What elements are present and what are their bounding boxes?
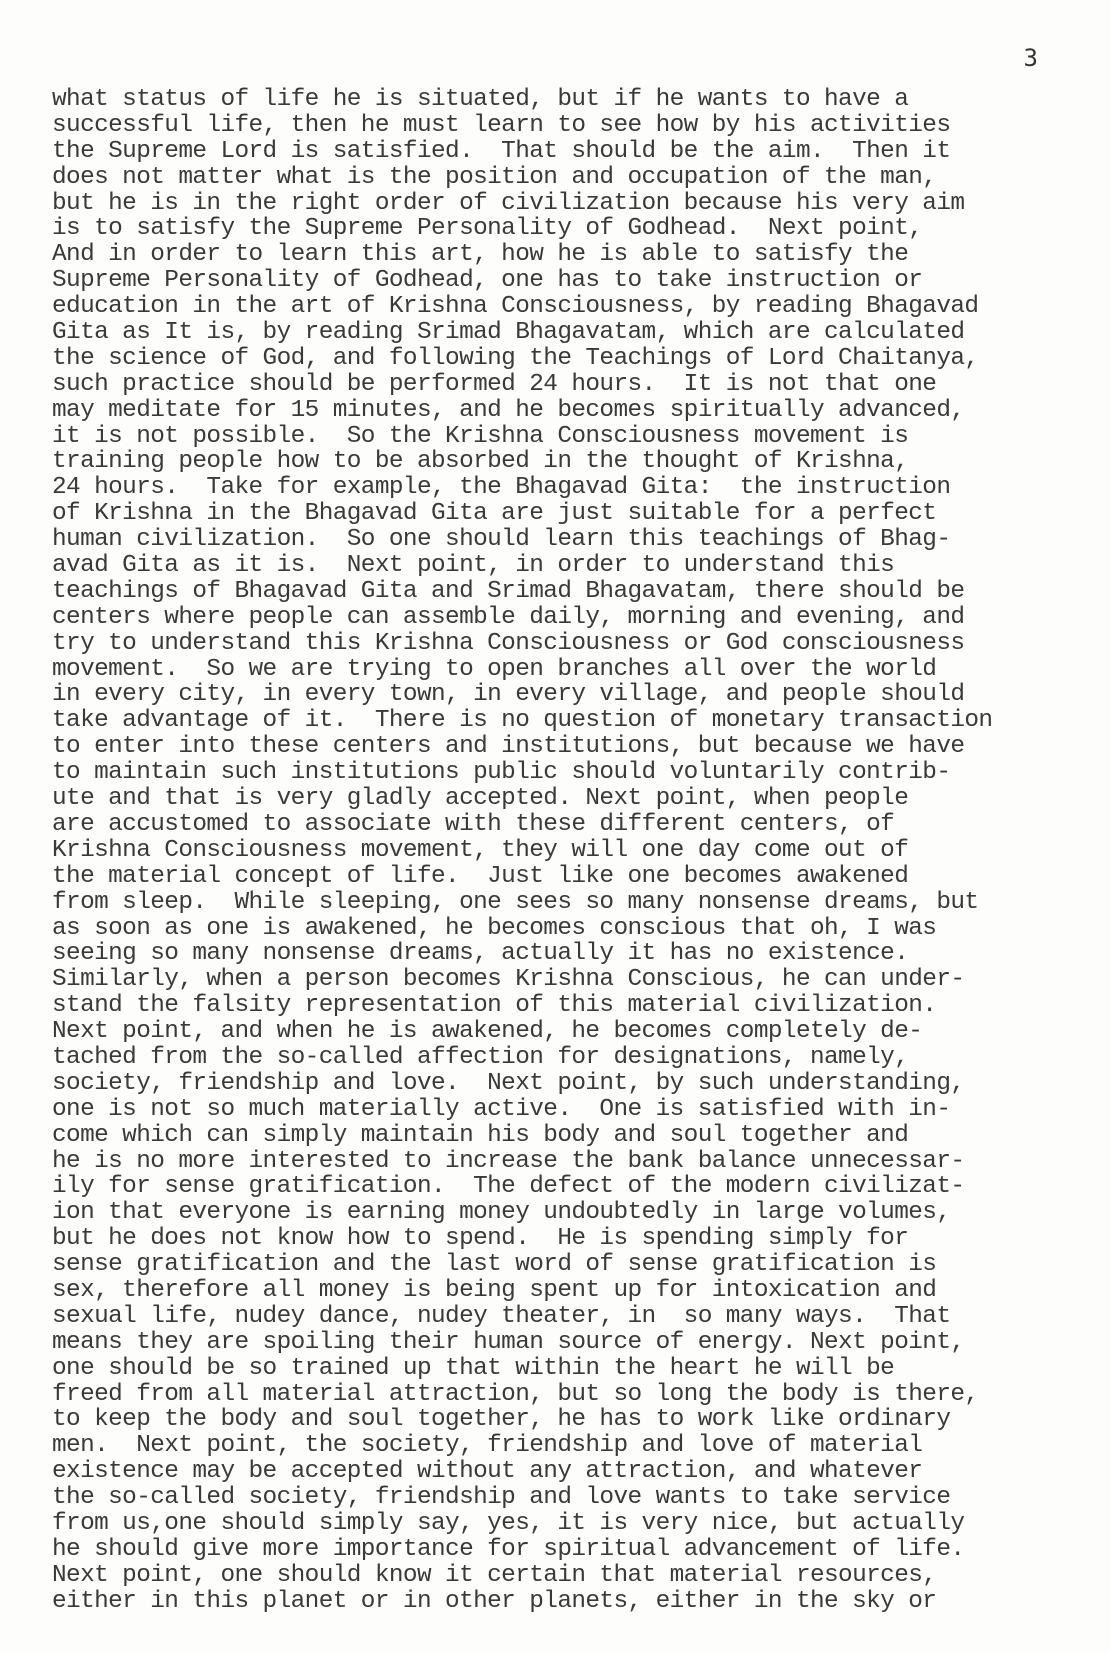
text-line: from sleep. While sleeping, one sees so many nonsense dreams, but <box>52 888 979 916</box>
text-line: from us,one should simply say, yes, it is very nice, but actually <box>52 1509 965 1537</box>
text-line: the so-called society, friendship and love wants to take service <box>52 1484 951 1512</box>
text-line: to maintain such institutions public should voluntarily contrib- <box>52 759 951 787</box>
text-line: men. Next point, the society, friendship and love of material <box>52 1432 923 1460</box>
text-line: sense gratification and the last word of sense gratification is <box>52 1251 937 1279</box>
text-line: but he does not know how to spend. He is spending simply for <box>52 1225 909 1253</box>
text-line: he is no more interested to increase the bank balance unnecessar- <box>52 1147 965 1175</box>
text-line: Krishna Consciousness movement, they will one day come out of <box>52 836 909 864</box>
text-line: sexual life, nudey dance, nudey theater, in so many ways. That <box>52 1302 951 1330</box>
text-line: ute and that is very gladly accepted. Next point, when people <box>52 785 909 813</box>
text-line: as soon as one is awakened, he becomes conscious that oh, I was <box>52 914 937 942</box>
text-line: is to satisfy the Supreme Personality of Godhead. Next point, <box>52 215 923 243</box>
text-line: take advantage of it. There is no question of monetary transaction <box>52 707 993 735</box>
text-line: Next point, one should know it certain that material resources, <box>52 1561 937 1589</box>
text-line: ily for sense gratification. The defect of the modern civilizat- <box>52 1173 965 1201</box>
text-line: try to understand this Krishna Consciousness or God consciousness <box>52 629 965 657</box>
text-line: the Supreme Lord is satisfied. That should be the aim. Then it <box>52 137 951 165</box>
text-line: freed from all material attraction, but so long the body is there, <box>52 1380 979 1408</box>
text-line: the science of God, and following the Teachings of Lord Chaitanya, <box>52 344 979 372</box>
text-line: in every city, in every town, in every village, and people should <box>52 681 965 709</box>
text-line: movement. So we are trying to open branches all over the world <box>52 655 937 683</box>
text-line: Supreme Personality of Godhead, one has to take instruction or <box>52 267 923 295</box>
text-line: sex, therefore all money is being spent up for intoxication and <box>52 1276 937 1304</box>
text-line: either in this planet or in other planets, either in the sky or <box>52 1587 937 1615</box>
text-line: Gita as It is, by reading Srimad Bhagavatam, which are calculated <box>52 319 965 347</box>
page-number: 3 <box>1023 44 1038 72</box>
text-line: human civilization. So one should learn this teachings of Bhag- <box>52 526 951 554</box>
text-line: means they are spoiling their human source of energy. Next point, <box>52 1328 965 1356</box>
text-line: And in order to learn this art, how he is able to satisfy the <box>52 241 909 269</box>
text-line: what status of life he is situated, but if he wants to have a <box>52 86 909 113</box>
text-line: one should be so trained up that within the heart he will be <box>52 1354 895 1382</box>
text-line: does not matter what is the position and occupation of the man, <box>52 163 937 191</box>
text-line: come which can simply maintain his body and soul together and <box>52 1121 909 1149</box>
text-line: may meditate for 15 minutes, and he becomes spiritually advanced, <box>52 396 965 424</box>
text-line: to enter into these centers and institutions, but because we have <box>52 733 965 761</box>
text-line: Next point, and when he is awakened, he becomes completely de- <box>52 1018 923 1046</box>
text-line: such practice should be performed 24 hours. It is not that one <box>52 370 937 398</box>
text-line: training people how to be absorbed in the thought of Krishna, <box>52 448 909 476</box>
text-line: one is not so much materially active. One is satisfied with in- <box>52 1095 951 1123</box>
text-line: ion that everyone is earning money undoubtedly in large volumes, <box>52 1199 951 1227</box>
text-line: he should give more importance for spiritual advancement of life. <box>52 1535 965 1563</box>
text-line: 24 hours. Take for example, the Bhagavad Gita: the instruction <box>52 474 951 502</box>
text-line: successful life, then he must learn to see how by his activities <box>52 111 951 139</box>
text-line: centers where people can assemble daily, morning and evening, and <box>52 603 965 631</box>
body-text <box>52 87 992 1615</box>
text-line: it is not possible. So the Krishna Consciousness movement is <box>52 422 909 450</box>
text-line: the material concept of life. Just like one becomes awakened <box>52 862 909 890</box>
text-line: society, friendship and love. Next point, by such understanding, <box>52 1069 965 1097</box>
text-line: stand the falsity representation of this material civilization. <box>52 992 937 1020</box>
text-line: but he is in the right order of civilization because his very aim <box>52 189 965 217</box>
text-line: seeing so many nonsense dreams, actually it has no existence. <box>52 940 909 968</box>
text-line: tached from the so-called affection for designations, namely, <box>52 1043 909 1071</box>
text-line: avad Gita as it is. Next point, in order to understand this <box>52 552 895 580</box>
text-line: Similarly, when a person becomes Krishna Conscious, he can under- <box>52 966 965 994</box>
text-line: education in the art of Krishna Consciousness, by reading Bhagavad <box>52 293 979 321</box>
text-line: existence may be accepted without any attraction, and whatever <box>52 1458 923 1486</box>
text-line: of Krishna in the Bhagavad Gita are just suitable for a perfect <box>52 500 937 528</box>
text-line: teachings of Bhagavad Gita and Srimad Bhagavatam, there should be <box>52 577 965 605</box>
text-line: are accustomed to associate with these different centers, of <box>52 810 895 838</box>
text-line: to keep the body and soul together, he has to work like ordinary <box>52 1406 951 1434</box>
